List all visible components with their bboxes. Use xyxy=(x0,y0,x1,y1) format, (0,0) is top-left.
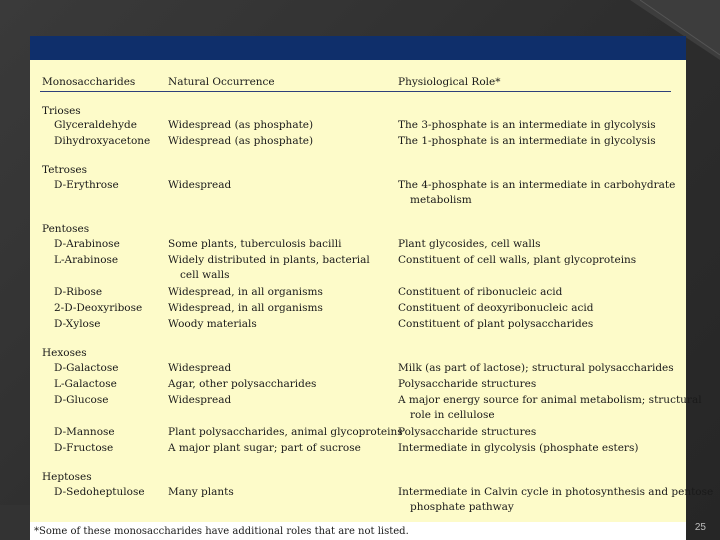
table-row-role: Intermediate in glycolysis (phosphate esters) xyxy=(398,442,639,454)
table-row-name: D-Fructose xyxy=(54,442,114,454)
table-row-name: L-Galactose xyxy=(54,378,117,390)
group-label-trioses: Trioses xyxy=(42,105,81,117)
group-label-tetroses: Tetroses xyxy=(42,164,87,176)
table-row-role: The 4-phosphate is an intermediate in carbohydrate xyxy=(398,179,676,191)
group-label-heptoses: Heptoses xyxy=(42,471,92,483)
column-header-physiological-role: Physiological Role* xyxy=(398,76,501,88)
table-row-occurrence: Many plants xyxy=(168,486,234,498)
table-header-bar xyxy=(30,36,686,60)
table-row-name: D-Glucose xyxy=(54,394,109,406)
table-row-name: Dihydroxyacetone xyxy=(54,135,151,147)
table-row-role: Constituent of cell walls, plant glycoproteins xyxy=(398,254,637,266)
table-row-occurrence: Widespread (as phosphate) xyxy=(168,135,314,147)
group-label-pentoses: Pentoses xyxy=(42,223,90,235)
table-row-name: D-Xylose xyxy=(54,318,101,330)
table-footnote: *Some of these monosaccharides have additional roles that are not listed. xyxy=(34,526,409,537)
table-row-occurrence: Widespread xyxy=(168,362,232,374)
table-row-name: 2-D-Deoxyribose xyxy=(54,302,143,314)
table-row-name: Glyceraldehyde xyxy=(54,119,137,131)
table-row-occurrence: A major plant sugar; part of sucrose xyxy=(168,442,361,454)
table-row-occurrence: Widespread xyxy=(168,179,232,191)
table-row-occurrence: Some plants, tuberculosis bacilli xyxy=(168,238,342,250)
table-row-occurrence: Woody materials xyxy=(168,318,257,330)
table-row-role: Constituent of ribonucleic acid xyxy=(398,286,563,298)
table-row-name: D-Ribose xyxy=(54,286,103,298)
table-row-occurrence: Plant polysaccharides, animal glycoproteins xyxy=(168,426,403,438)
column-header-natural-occurrence: Natural Occurrence xyxy=(168,76,275,88)
table-row-occurrence: Widely distributed in plants, bacterial xyxy=(168,254,370,266)
left-decoration xyxy=(0,505,30,540)
table-row-role-continued: metabolism xyxy=(410,194,472,206)
group-label-hexoses: Hexoses xyxy=(42,347,87,359)
column-header-monosaccharides: Monosaccharides xyxy=(42,76,136,88)
table-row-name: D-Erythrose xyxy=(54,179,119,191)
table-row-role: The 1-phosphate is an intermediate in glycolysis xyxy=(398,135,656,147)
table-row-role: Polysaccharide structures xyxy=(398,426,537,438)
page-number: 25 xyxy=(694,522,706,533)
table-row-name: D-Sedoheptulose xyxy=(54,486,145,498)
header-rule xyxy=(40,91,671,92)
table-row-occurrence: Agar, other polysaccharides xyxy=(168,378,317,390)
table-row-occurrence: Widespread, in all organisms xyxy=(168,286,323,298)
table-row-role: Intermediate in Calvin cycle in photosynthesis and pentose xyxy=(398,486,714,498)
table-row-role: A major energy source for animal metabolism; structural xyxy=(398,394,702,406)
table-row-role: Plant glycosides, cell walls xyxy=(398,238,541,250)
table-row-role: Constituent of plant polysaccharides xyxy=(398,318,594,330)
table-row-name: D-Mannose xyxy=(54,426,115,438)
table-row-role: Milk (as part of lactose); structural polysaccharides xyxy=(398,362,674,374)
table-row-occurrence: Widespread (as phosphate) xyxy=(168,119,314,131)
table-row-name: D-Arabinose xyxy=(54,238,120,250)
table-row-occurrence-continued: cell walls xyxy=(180,269,230,281)
table-row-role-continued: phosphate pathway xyxy=(410,501,514,513)
table-row-name: D-Galactose xyxy=(54,362,119,374)
table-row-role: Polysaccharide structures xyxy=(398,378,537,390)
table-row-role-continued: role in cellulose xyxy=(410,409,495,421)
table-row-occurrence: Widespread xyxy=(168,394,232,406)
table-row-name: L-Arabinose xyxy=(54,254,119,266)
table-row-role: The 3-phosphate is an intermediate in glycolysis xyxy=(398,119,656,131)
table-row-role: Constituent of deoxyribonucleic acid xyxy=(398,302,594,314)
table-row-occurrence: Widespread, in all organisms xyxy=(168,302,323,314)
